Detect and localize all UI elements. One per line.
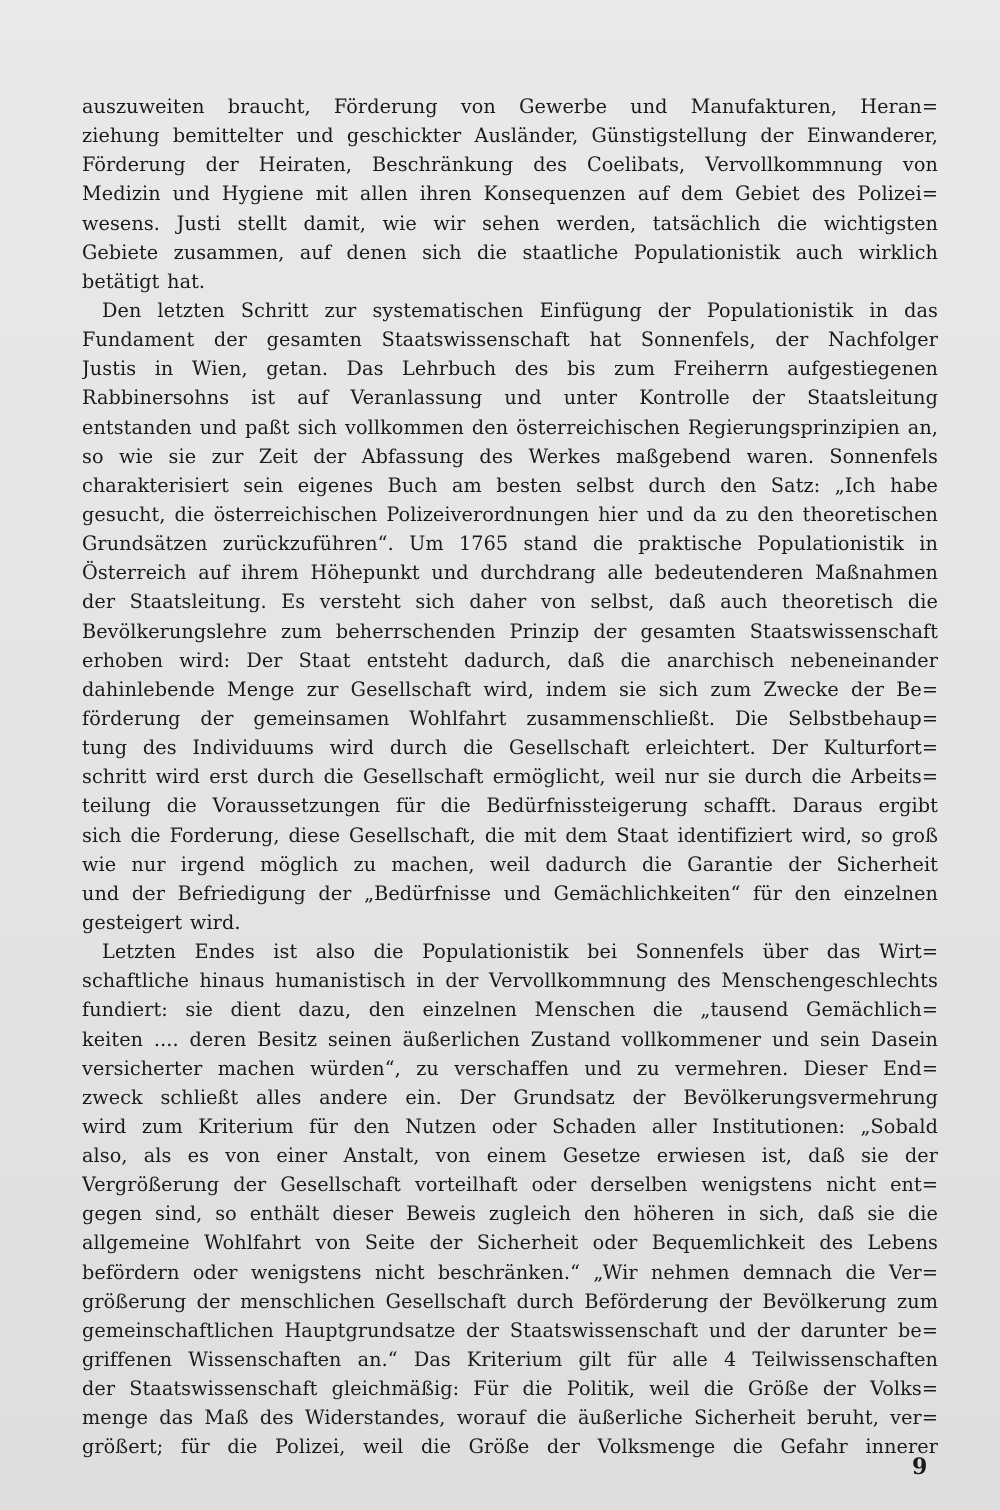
text-line: Rabbinersohns ist auf Veranlassung und unter Kontrolle der Staatsleitung bbox=[82, 386, 938, 410]
text-line: größert; für die Polizei, weil die Größe der Volksmenge die Gefahr innerer bbox=[82, 1435, 938, 1459]
text-line: schaftliche hinaus humanistisch in der Vervollkommnung des Menschengeschlechts bbox=[82, 969, 938, 993]
text-line: griffenen Wissenschaften an.“ Das Kriterium gilt für alle 4 Teilwissenschaften bbox=[82, 1348, 938, 1372]
text-line: entstanden und paßt sich vollkommen den österreichischen Regierungsprinzipien an, bbox=[82, 415, 938, 439]
text-line: auszuweiten braucht, Förderung von Gewerbe und Manufakturen, Heran= bbox=[82, 95, 938, 118]
text-line: gemeinschaftlichen Hauptgrundsatze der Staatswissenschaft und der darunter be= bbox=[82, 1318, 938, 1342]
text-line: Förderung der Heiraten, Beschränkung des Coelibats, Vervollkommnung von bbox=[82, 153, 938, 177]
text-line: Österreich auf ihrem Höhepunkt und durchdrang alle bedeutenderen Maßnahmen bbox=[82, 561, 938, 585]
text-line: Gebiete zusammen, auf denen sich die staatliche Populationistik auch wirklich bbox=[82, 240, 938, 264]
text-line: Fundament der gesamten Staatswissenschaft hat Sonnenfels, der Nachfolger bbox=[82, 328, 938, 352]
text-line: versicherter machen würden“, zu verschaffen und zu vermehren. Dieser End= bbox=[82, 1056, 938, 1080]
page-number: 9 bbox=[912, 1454, 928, 1480]
paragraph-3 bbox=[82, 937, 938, 1462]
text-line: teilung die Voraussetzungen für die Bedürfnissteigerung schafft. Daraus ergibt bbox=[82, 794, 938, 818]
text-line: erhoben wird: Der Staat entsteht dadurch, daß die anarchisch nebeneinander bbox=[82, 648, 938, 672]
text-line: dahinlebende Menge zur Gesellschaft wird, indem sie sich zum Zwecke der Be= bbox=[82, 677, 938, 701]
text-line: gegen sind, so enthält dieser Beweis zugleich den höheren in sich, daß sie die bbox=[82, 1202, 938, 1226]
text-line: Grundsätzen zurückzuführen“. Um 1765 stand die praktische Populationistik in bbox=[82, 532, 938, 556]
text-line: der Staatsleitung. Es versteht sich daher von selbst, daß auch theoretisch die bbox=[82, 590, 938, 614]
text-line: also, als es von einer Anstalt, von einem Gesetze erwiesen ist, daß sie der bbox=[82, 1144, 938, 1168]
text-line: wird zum Kriterium für den Nutzen oder Schaden aller Institutionen: „Sobald bbox=[82, 1114, 938, 1138]
text-line: wesens. Justi stellt damit, wie wir sehen werden, tatsächlich die wichtigsten bbox=[82, 211, 938, 235]
text-line: Den letzten Schritt zur systematischen Einfügung der Populationistik in das bbox=[102, 298, 938, 322]
text-line: Vergrößerung der Gesellschaft vorteilhaft oder derselben wenigstens nicht ent= bbox=[82, 1173, 938, 1197]
text-line: Medizin und Hygiene mit allen ihren Konsequenzen auf dem Gebiet des Polizei= bbox=[82, 182, 938, 206]
text-line: ziehung bemittelter und geschickter Ausländer, Günstigstellung der Einwanderer, bbox=[82, 124, 938, 148]
text-line: keiten .... deren Besitz seinen äußerlichen Zustand vollkommener und sein Dasein bbox=[82, 1027, 938, 1051]
text-line: fundiert: sie dient dazu, den einzelnen Menschen die „tausend Gemächlich= bbox=[82, 998, 938, 1022]
text-line: befördern oder wenigstens nicht beschränken.“ „Wir nehmen demnach die Ver= bbox=[82, 1260, 938, 1284]
text-line: Bevölkerungslehre zum beherrschenden Prinzip der gesamten Staatswissenschaft bbox=[82, 619, 938, 643]
text-line: gesteigert wird. bbox=[82, 910, 241, 934]
text-line: schritt wird erst durch die Gesellschaft ermöglicht, weil nur sie durch die Arbeits= bbox=[82, 765, 938, 789]
text-line: charakterisiert sein eigenes Buch am besten selbst durch den Satz: „Ich habe bbox=[82, 473, 938, 497]
paragraph-2 bbox=[82, 296, 938, 937]
text-line: sich die Forderung, diese Gesellschaft, die mit dem Staat identifiziert wird, so groß bbox=[82, 823, 938, 847]
text-line: allgemeine Wohlfahrt von Seite der Sicherheit oder Bequemlichkeit des Lebens bbox=[82, 1231, 938, 1255]
text-line: förderung der gemeinsamen Wohlfahrt zusammenschließt. Die Selbstbehaup= bbox=[82, 706, 938, 730]
text-line: und der Befriedigung der „Bedürfnisse und Gemächlichkeiten“ für den einzelnen bbox=[82, 881, 938, 905]
text-line: so wie sie zur Zeit der Abfassung des Werkes maßgebend waren. Sonnenfels bbox=[82, 444, 938, 468]
text-line: tung des Individuums wird durch die Gesellschaft erleichtert. Der Kulturfort= bbox=[82, 736, 938, 760]
text-line: menge das Maß des Widerstandes, worauf die äußerliche Sicherheit beruht, ver= bbox=[82, 1406, 938, 1430]
paragraph-1 bbox=[82, 92, 938, 296]
text-line: Letzten Endes ist also die Populationistik bei Sonnenfels über das Wirt= bbox=[102, 940, 938, 964]
text-line: der Staatswissenschaft gleichmäßig: Für die Politik, weil die Größe der Volks= bbox=[82, 1377, 938, 1401]
text-line: wie nur irgend möglich zu machen, weil dadurch die Garantie der Sicherheit bbox=[82, 852, 938, 876]
text-line: gesucht, die österreichischen Polizeiverordnungen hier und da zu den theoretischen bbox=[82, 502, 938, 526]
text-line: größerung der menschlichen Gesellschaft durch Beförderung der Bevölkerung zum bbox=[82, 1289, 938, 1313]
text-line: zweck schließt alles andere ein. Der Grundsatz der Bevölkerungsvermehrung bbox=[82, 1085, 938, 1109]
body-text bbox=[82, 92, 938, 1462]
text-line: Justis in Wien, getan. Das Lehrbuch des bis zum Freiherrn aufgestiegenen bbox=[82, 357, 938, 381]
text-line: betätigt hat. bbox=[82, 269, 206, 293]
